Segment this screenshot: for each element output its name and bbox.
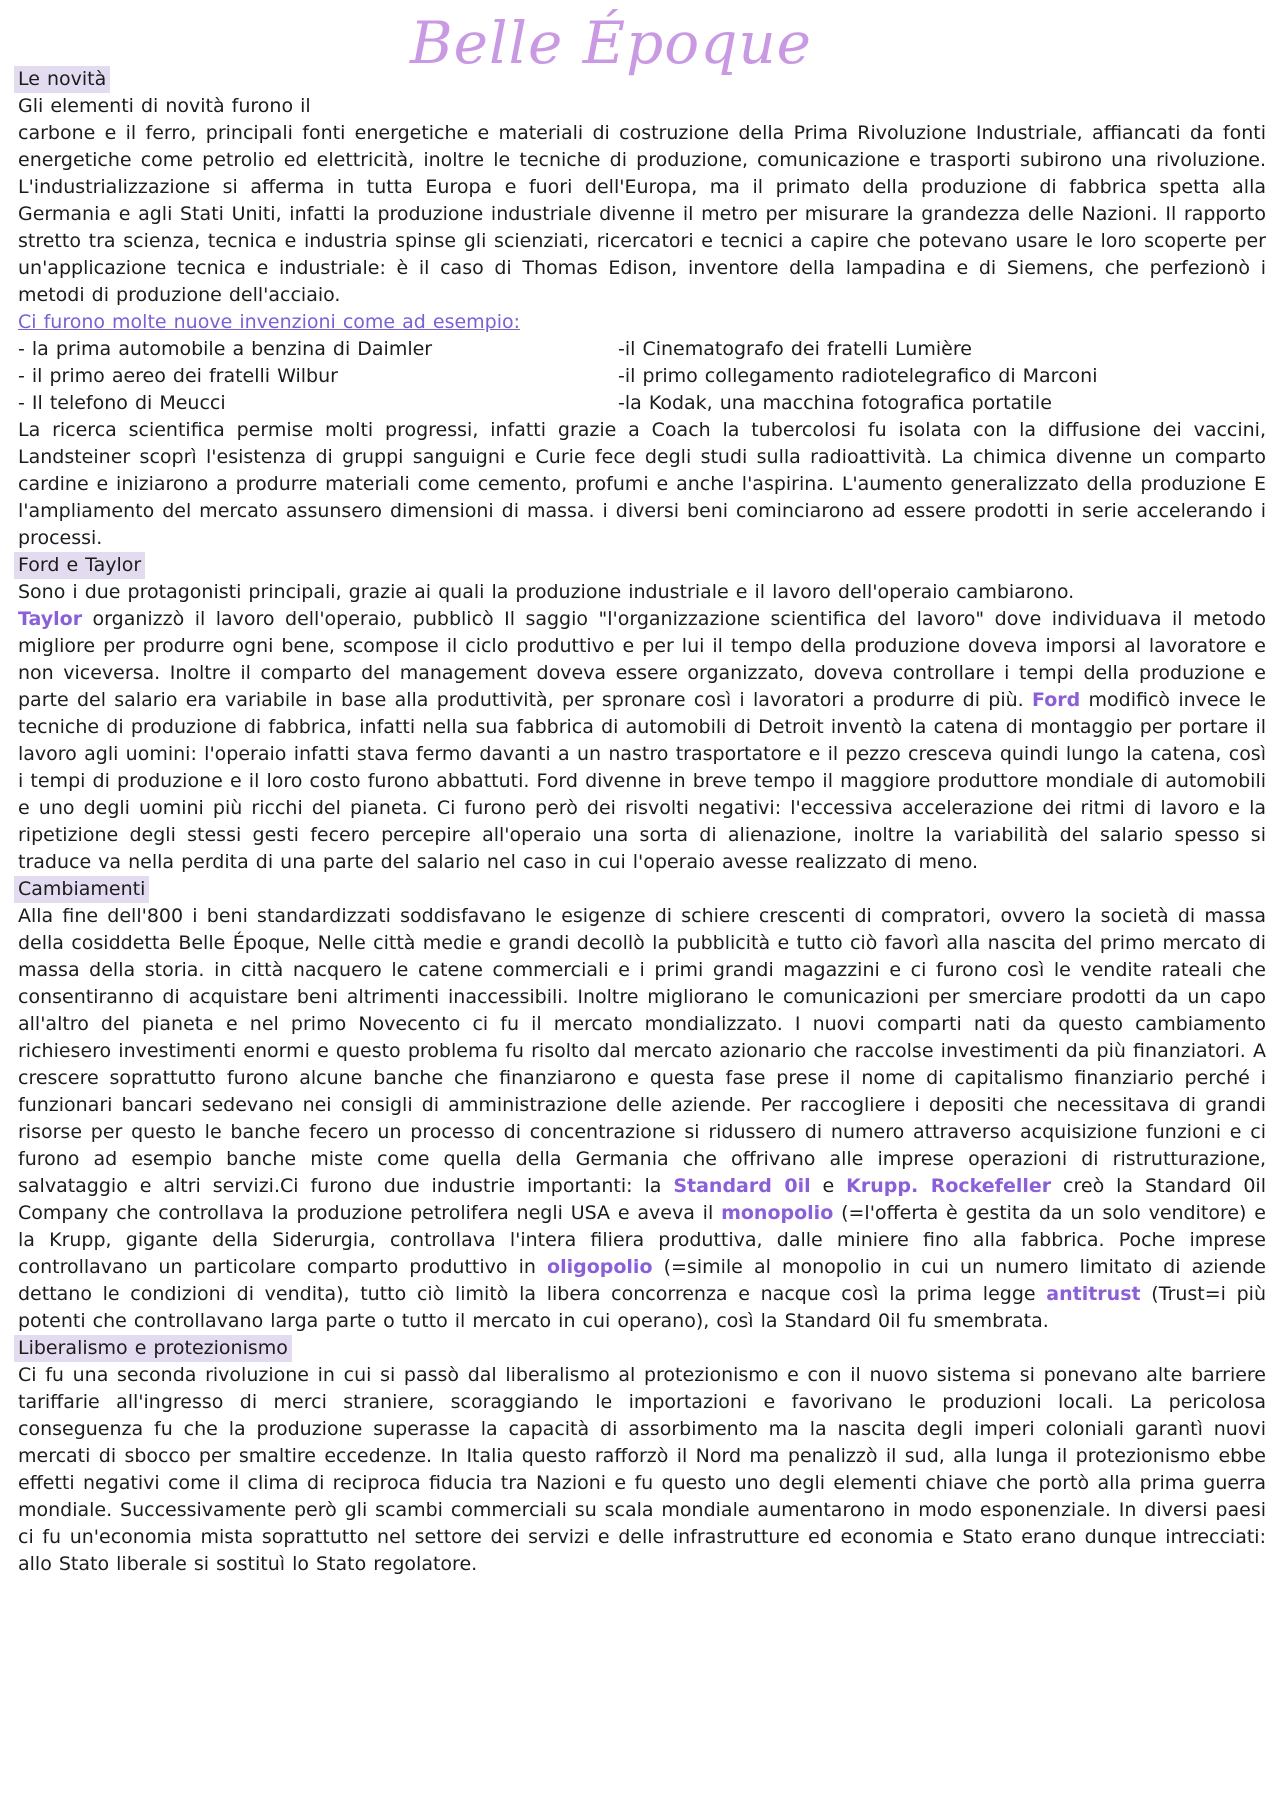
- text-segment: creò la Standard 0il Company che controllava la produzione petrolifera negli USA e aveva il: [18, 1175, 1266, 1224]
- inventions-left-column: [18, 336, 618, 417]
- keyword-oligopolio: oligopolio: [547, 1256, 653, 1278]
- keyword-krupp-rockefeller: Krupp. Rockefeller: [846, 1175, 1052, 1197]
- text-segment: Alla fine dell'800 i beni standardizzati soddisfavano le esigenze di schiere crescenti di compratori, ovvero la società di massa della cosiddetta Belle Époque, Nelle città medie e grandi decollò la pubblicità e tutto ciò favorì alla nascita del primo mercato di massa della storia. in città nacquero le catene commerciali e i primi grandi magazzini e ci furono così le vendite rateali che consentiranno di acquistare beni altrimenti inaccessibili. Inoltre migliorano le comunicazioni per smerciare prodotti da un capo all'altro del pianeta e nel primo Novecento ci fu il mercato mondializzato. I nuovi comparti nati da questo cambiamento richiesero investimenti enormi e questo problema fu risolto dal mercato azionario che raccolse investimenti da più finanziatori. A crescere soprattutto furono alcune banche che finanziarono e questa fase prese il nome di capitalismo finanziario perché i funzionari bancari sedevano nei consigli di amministrazione delle aziende. Per raccogliere i depositi che necessitava di grandi risorse per questo le banche fecero un processo di concentrazione si ridussero di numero attraverso acquisizione funzioni e ci furono ad esempio banche miste come quella della Germania che offrivano alle imprese operazioni di ristrutturazione, salvataggio e altri servizi.Ci furono due industrie importanti: la: [18, 905, 1266, 1197]
- inventions-right-column: [618, 336, 1258, 417]
- text-segment: (Trust=i più potenti che controllavano larga parte o tutto il mercato in cui operano), così la Standard 0il fu smembrata.: [18, 1283, 1267, 1332]
- text-segment: modificò invece le tecniche di produzione di fabbrica, infatti nella sua fabbrica di automobili di Detroit inventò la catena di montaggio per portare il lavoro agli uomini: l'operaio infatti stava fermo davanti a un nastro trasportatore e il pezzo cresceva quindi lungo la catena, così i tempi di produzione e il loro costo furono abbattuti. Ford divenne in breve tempo il maggiore produttore mondiale di automobili e uno degli uomini più ricchi del pianeta. Ci furono però dei risvolti negativi: l'eccessiva accelerazione dei ritmi di lavoro e la ripetizione degli stessi gesti fecero percepire all'operaio una sorta di alienazione, inoltre la variabilità del salario spesso si traduce va nella perdita di una parte del salario nel caso in cui l'operaio avesse realizzato di meno.: [18, 689, 1266, 873]
- text-segment: (=simile al monopolio in cui un numero limitato di aziende dettano le condizioni di vendita), tutto ciò limitò la libera concorrenza e nacque così la prima legge: [18, 1256, 1266, 1305]
- keyword-monopolio: monopolio: [721, 1202, 834, 1224]
- keyword-taylor: Taylor: [18, 608, 83, 630]
- novita-body: carbone e il ferro, principali fonti energetiche e materiali di costruzione della Prima Rivoluzione Industriale, affiancati da fonti energetiche come petrolio ed elettricità, inoltre le tecniche di produzione, comunicazione e trasporti subirono una rivoluzione. L'industrializzazione si afferma in tutta Europa e fuori dell'Europa, ma il primato della produzione di fabbrica spetta alla Germania e agli Stati Uniti, infatti la produzione industriale divenne il metro per misurare la grandezza delle Nazioni. Il rapporto stretto tra scienza, tecnica e industria spinse gli scienziati, ricercatori e tecnici a capire che potevano usare le loro scoperte per un'applicazione tecnica e industriale: è il caso di Thomas Edison, inventore della lampadina e di Siemens, che perfezionò i metodi di produzione dell'acciaio.: [18, 122, 1266, 306]
- text-segment: (=l'offerta è gestita da un solo venditore) e la Krupp, gigante della Siderurgia, controllava l'intera filiera produttiva, dalle miniere fino alla fabbrica. Poche imprese controllavano un particolare comparto produttivo in: [18, 1202, 1266, 1278]
- keyword-antitrust: antitrust: [1046, 1283, 1141, 1305]
- page-title: Belle Époque: [410, 9, 812, 77]
- liberalismo-body: Ci fu una seconda rivoluzione in cui si passò dal liberalismo al protezionismo e con il nuovo sistema si ponevano alte barriere tariffarie all'ingresso di merci straniere, scoraggiando le importazioni e favorivano le produzioni locali. La pericolosa conseguenza fu che la produzione superasse la capacità di assorbimento ma la nascita degli imperi coloniali garantì nuovi mercati di sbocco per smaltire eccedenze. In Italia questo rafforzò il Nord ma penalizzò il sud, alla lunga il protezionismo ebbe effetti negativi come il clima di reciproca fiducia tra Nazioni e fu questo uno degli elementi chiave che portò alla prima guerra mondiale. Successivamente però gli scambi commerciali su scala mondiale aumentarono in modo esponenziale. In diversi paesi ci fu un'economia mista soprattutto nel settore dei servizi e delle infrastrutture ed economia e Stato erano dunque intrecciati: allo Stato liberale si sostituì lo Stato regolatore.: [18, 1364, 1266, 1575]
- keyword-standard-oil: Standard 0il: [673, 1175, 811, 1197]
- inventions-title: Ci furono molte nuove invenzioni come ad esempio:: [18, 311, 521, 333]
- heading-liberalismo: Liberalismo e protezionismo: [14, 1335, 292, 1362]
- list-item: - la prima automobile a benzina di Daimler: [18, 338, 433, 360]
- novita-intro: Gli elementi di novità furono il: [18, 95, 311, 117]
- keyword-ford: Ford: [1032, 689, 1081, 711]
- heading-novita: Le novità: [14, 66, 110, 93]
- text-segment: organizzò il lavoro dell'operaio, pubblicò Il saggio "l'organizzazione scientifica del lavoro" dove individuava il metodo migliore per produrre ogni bene, scompose il ciclo produttivo e per lui il tempo della produzione doveva imporsi al lavoratore e non viceversa. Inoltre il comparto del management doveva essere organizzato, doveva controllare i tempi della produzione e parte del salario era variabile in base alla produttività, per spronare così i lavoratori a produrre di più.: [18, 608, 1266, 711]
- section-heading-row: [18, 552, 1266, 579]
- ford-taylor-intro: Sono i due protagonisti principali, grazie ai quali la produzione industriale e il lavoro dell'operaio cambiarono.: [18, 581, 1075, 603]
- novita-body-2: La ricerca scientifica permise molti progressi, infatti grazie a Coach la tubercolosi fu isolata con la diffusione dei vaccini, Landsteiner scoprì l'esistenza di gruppi sanguigni e Curie fece degli studi sulla radioattività. La chimica divenne un comparto cardine e iniziarono a produrre materiali come cemento, profumi e anche l'aspirina. L'aumento generalizzato della produzione E l'ampliamento del mercato assunsero dimensioni di massa. i diversi beni cominciarono ad essere prodotti in serie accelerando i processi.: [18, 419, 1266, 549]
- inventions-list: [18, 336, 1266, 417]
- heading-cambiamenti: Cambiamenti: [14, 876, 149, 903]
- cambiamenti-body: [18, 903, 1266, 1335]
- list-item: - Il telefono di Meucci: [18, 392, 226, 414]
- section-heading-row: [18, 1335, 1266, 1362]
- text-segment: e: [810, 1175, 847, 1197]
- ford-taylor-body: [18, 606, 1266, 876]
- section-heading-row: [18, 66, 1266, 93]
- list-item: - il primo aereo dei fratelli Wilbur: [18, 365, 338, 387]
- list-item: -il Cinematografo dei fratelli Lumière: [618, 338, 972, 360]
- notes-content: [18, 66, 1266, 1578]
- list-item: -la Kodak, una macchina fotografica portatile: [618, 392, 1052, 414]
- list-item: -il primo collegamento radiotelegrafico di Marconi: [618, 365, 1098, 387]
- section-heading-row: [18, 876, 1266, 903]
- heading-ford-taylor: Ford e Taylor: [14, 552, 145, 579]
